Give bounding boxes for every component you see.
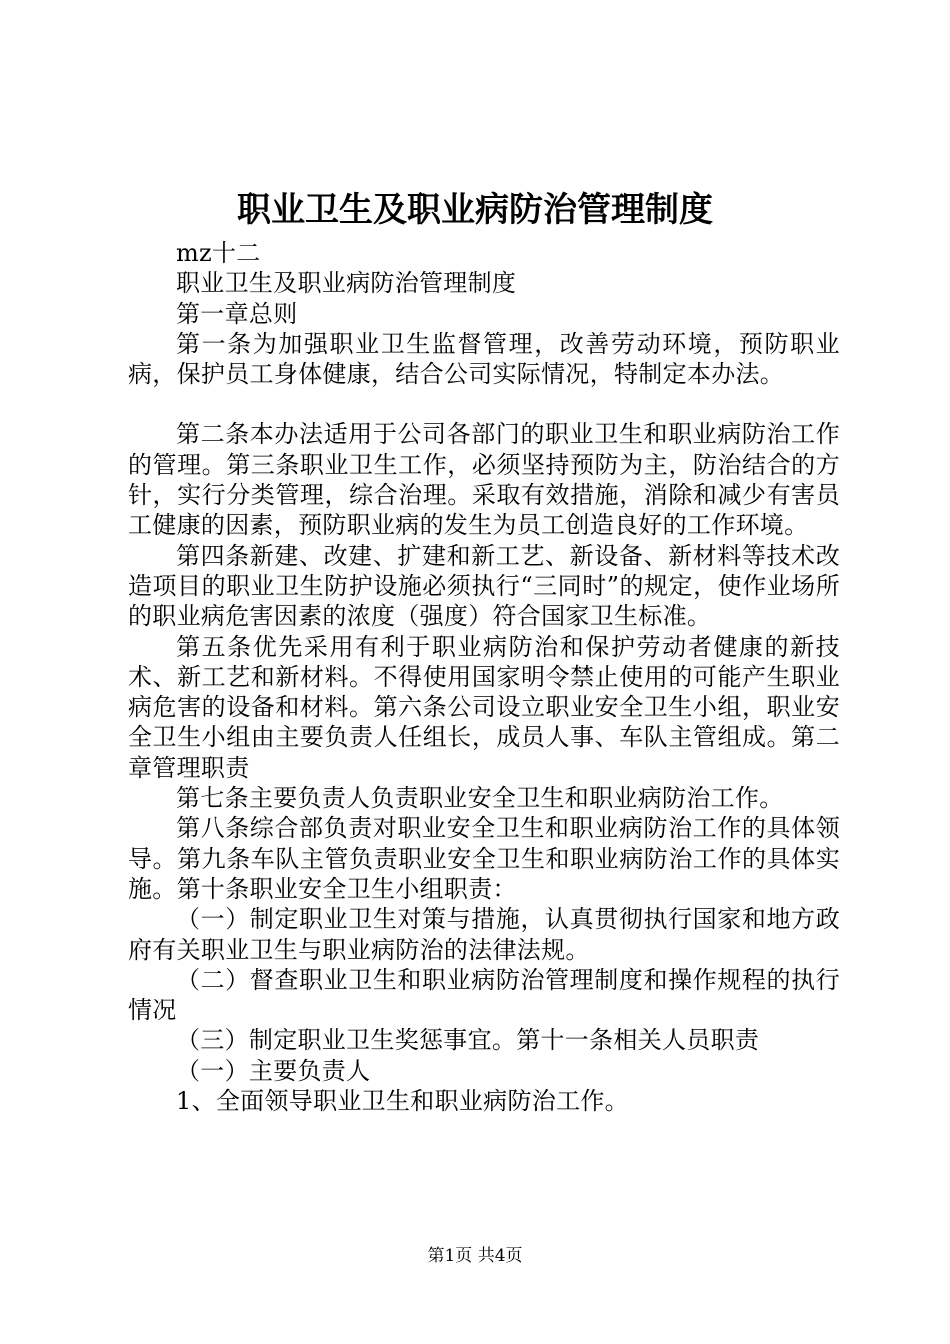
paragraph-item-3: （三）制定职业卫生奖惩事宜。第十一条相关人员职责	[176, 1026, 760, 1055]
paragraph-article-4: 第四条新建、改建、扩建和新工艺、新设备、新材料等技术改造项目的职业卫生防护设施必须执行“三同时”的规定，使作业场所的职业病危害因素的浓度（强度）符合国家卫生标准。	[128, 541, 840, 631]
paragraph-code: mz十二	[176, 239, 261, 267]
paragraph-subitem-1: （一）主要负责人	[176, 1056, 371, 1085]
paragraph-subtitle: 职业卫生及职业病防治管理制度	[176, 269, 517, 298]
paragraph-item-1: （一）制定职业卫生对策与措施，认真贯彻执行国家和地方政府有关职业卫生与职业病防治的法律法规。	[128, 905, 840, 964]
document-title: 职业卫生及职业病防治管理制度	[237, 190, 713, 230]
paragraph-article-7: 第七条主要负责人负责职业安全卫生和职业病防治工作。	[176, 784, 784, 813]
paragraph-article-5-6: 第五条优先采用有利于职业病防治和保护劳动者健康的新技术、新工艺和新材料。不得使用国家明令禁止使用的可能产生职业病危害的设备和材料。第六条公司设立职业安全卫生小组，职业安全卫生小组由主要负责人任组长，成员人事、车队主管组成。第二章管理职责	[128, 632, 840, 782]
paragraph-article-2-3: 第二条本办法适用于公司各部门的职业卫生和职业病防治工作的管理。第三条职业卫生工作，必须坚持预防为主，防治结合的方针，实行分类管理，综合治理。采取有效措施，消除和减少有害员工健康的因素，预防职业病的发生为员工创造良好的工作环境。	[128, 420, 840, 540]
paragraph-article-1: 第一条为加强职业卫生监督管理，改善劳动环境，预防职业病，保护员工身体健康，结合公司实际情况，特制定本办法。	[128, 329, 840, 389]
paragraph-item-2: （二）督查职业卫生和职业病防治管理制度和操作规程的执行情况	[128, 965, 840, 1025]
page-footer: 第1页 共4页	[427, 1246, 523, 1266]
paragraph-point-1: 1、全面领导职业卫生和职业病防治工作。	[176, 1087, 629, 1116]
paragraph-chapter-1: 第一章总则	[176, 299, 298, 328]
paragraph-article-8-10: 第八条综合部负责对职业安全卫生和职业病防治工作的具体领导。第九条车队主管负责职业安全卫生和职业病防治工作的具体实施。第十条职业安全卫生小组职责：	[128, 814, 840, 903]
document-body	[128, 238, 840, 1116]
